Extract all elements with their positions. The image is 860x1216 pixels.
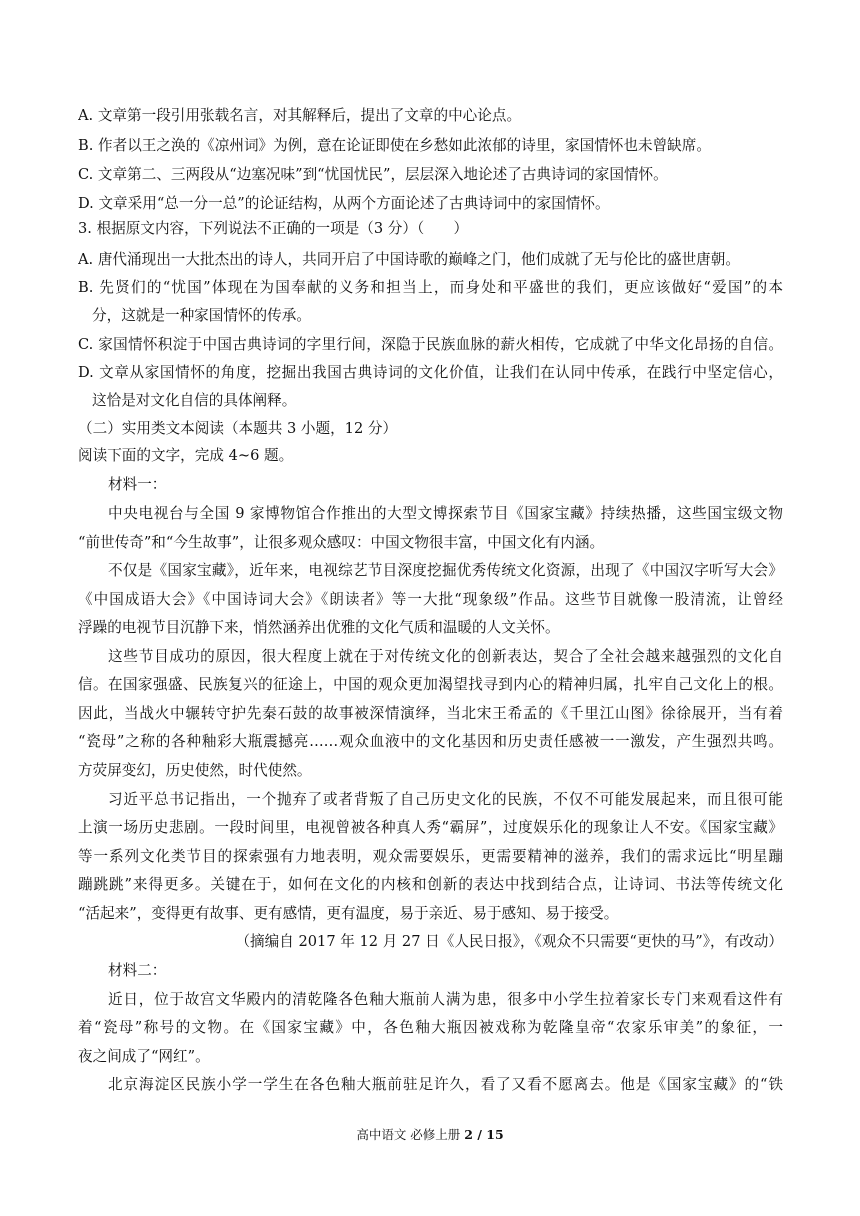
paragraph-line: “活起来”，变得更有故事、更有感情，更有温度，易于亲近、易于感知、易于接受。 [78, 905, 619, 922]
footer-subject: 高中语文 必修上册 [356, 1127, 461, 1142]
footer-page-number: 2 / 15 [464, 1127, 504, 1142]
option-c-q2: C. 文章第二、三两段从“边塞况味”到“忧国忧民”，层层深入地论述了古典诗词的家国情怀。 [78, 166, 668, 183]
option-b-q2: B. 作者以王之涣的《凉州词》为例，意在论证即使在乡愁如此浓郁的诗里，家国情怀也未曾缺席。 [78, 137, 711, 154]
paragraph-line: 不仅是《国家宝藏》，近年来，电视综艺节目深度挖掘优秀传统文化资源，出现了《中国汉字听写大会》 [108, 562, 783, 579]
paragraph-line: 蹦跳跳”来得更多。关键在于，如何在文化的内核和创新的表达中找到结合点，让诗词、书法等传统文化 [78, 876, 783, 893]
paragraph-line: 《中国成语大会》《中国诗词大会》《朗读者》等一大批“现象级”作品。这些节目就像一股清流，让曾经 [78, 591, 783, 608]
paragraph-line: 信。在国家强盛、民族复兴的征途上，中国的观众更加渴望找寻到内心的精神归属，扎牢自己文化上的根。 [78, 676, 783, 693]
paragraph-line: 等一系列文化类节目的探索强有力地表明，观众需要娱乐，更需要精神的滋养，我们的需求远比“明星蹦 [78, 848, 783, 865]
instructions: 阅读下面的文字，完成 4~6 题。 [78, 447, 294, 464]
option-a-q2: A. 文章第一段引用张载名言，对其解释后，提出了文章的中心论点。 [78, 107, 522, 124]
paragraph-line: 着“瓷母”称号的文物。在《国家宝藏》中，各色釉大瓶因被戏称为乾隆皇帝“农家乐审美”的象征，一 [78, 1019, 783, 1036]
option-d-q3-line2: 这恰是对文化自信的具体阐释。 [92, 392, 297, 409]
paragraph-line: 因此，当战火中辗转守护先秦石鼓的故事被深情演绎，当北宋王希孟的《千里江山图》徐徐展开，当有着 [78, 705, 783, 722]
paragraph-line: “前世传奇”和“今生故事”，让很多观众感叹：中国文物很丰富，中国文化有内涵。 [78, 534, 605, 551]
paragraph-line: 习近平总书记指出，一个抛弃了或者背叛了自己历史文化的民族，不仅不可能发展起来，而且很可能 [108, 791, 783, 808]
option-d-q3-line1: D. 文章从家国情怀的角度，挖掘出我国古典诗词的文化价值，让我们在认同中传承，在践行中坚定信心， [78, 364, 783, 381]
paragraph-line: 方荧屏变幻，历史使然，时代使然。 [78, 762, 312, 779]
material-one-label: 材料一： [108, 476, 167, 493]
option-a-q3: A. 唐代涌现出一大批杰出的诗人，共同开启了中国诗歌的巅峰之门，他们成就了无与伦比的盛世唐朝。 [78, 251, 740, 268]
question-3-stem: 3. 根据原文内容，下列说法不正确的一项是（3 分）（ ） [78, 220, 469, 237]
option-b-q3-line2: 分，这就是一种家国情怀的传承。 [92, 307, 311, 324]
source-citation: （摘编自 2017 年 12 月 27 日《人民日报》，《观众不只需要“更快的马”》，有改动） [235, 933, 783, 950]
paragraph-line: 浮躁的电视节目沉静下来，悄然涵养出优雅的文化气质和温暖的人文关怀。 [78, 619, 560, 636]
paragraph-line: 上演一场历史悲剧。一段时间里，电视曾被各种真人秀“霸屏”，过度娱乐化的现象让人不安。《国家宝藏》 [78, 819, 783, 836]
page-footer [0, 1126, 860, 1144]
material-two-label: 材料二： [108, 962, 167, 979]
paragraph-line: 这些节目成功的原因，很大程度上就在于对传统文化的创新表达，契合了全社会越来越强烈的文化自 [108, 648, 783, 665]
option-d-q2: D. 文章采用“总一分一总”的论证结构，从两个方面论述了古典诗词中的家国情怀。 [78, 195, 610, 212]
section-heading: （二）实用类文本阅读（本题共 3 小题，12 分） [78, 420, 398, 437]
paragraph-line: 近日，位于故宫文华殿内的清乾隆各色釉大瓶前人满为患，很多中小学生拉着家长专门来观看这件有 [108, 991, 783, 1008]
paragraph-line: 北京海淀区民族小学一学生在各色釉大瓶前驻足许久，看了又看不愿离去。他是《国家宝藏》的“铁 [108, 1076, 783, 1093]
paragraph-line: “瓷母”之称的各种釉彩大瓶震撼亮……观众血液中的文化基因和历史责任感被一一激发，产生强烈共鸣。 [78, 733, 783, 750]
paragraph-line: 中央电视台与全国 9 家博物馆合作推出的大型文博探索节目《国家宝藏》持续热播，这些国宝级文物 [108, 505, 783, 522]
paragraph-line: 夜之间成了“网红”。 [78, 1048, 210, 1065]
option-c-q3: C. 家国情怀积淀于中国古典诗词的字里行间，深隐于民族血脉的薪火相传，它成就了中华文化昂扬的自信。 [78, 336, 783, 353]
option-b-q3-line1: B. 先贤们的“忧国”体现在为国奉献的义务和担当上，而身处和平盛世的我们，更应该做好“爱国”的本 [78, 279, 783, 296]
